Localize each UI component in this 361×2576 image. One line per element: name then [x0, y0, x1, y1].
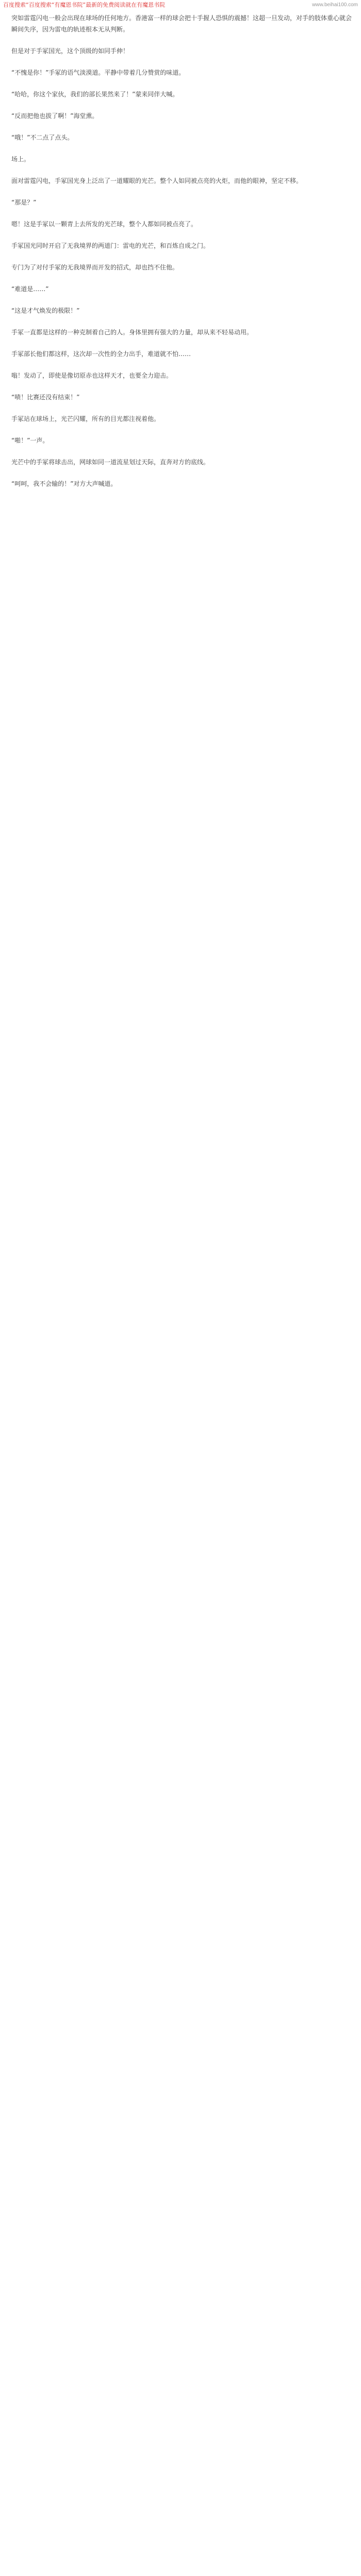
paragraph: 手冢国光同时开启了无我境界的两道门：雷电的光芒，和百炼自成之门。 [11, 242, 210, 249]
paragraph: 场上。 [11, 156, 30, 163]
top-banner [0, 0, 361, 9]
paragraph: “这是才气焕发的极限！” [11, 307, 80, 314]
paragraph: “反而把他也拔了啊！”海堂熏。 [11, 112, 99, 120]
paragraph: “啧！比赛还没有结束！” [11, 394, 80, 401]
paragraph: “啪！”一声。 [11, 437, 49, 444]
paragraph: “难道是……” [11, 285, 49, 293]
paragraph: 但是对于手冢国光，这个顶级的如同手伸！ [11, 47, 129, 55]
top-banner-site: www.beihai100.com [312, 2, 358, 8]
paragraph: 手冢一直都是这样的一种克制着自己的人。身体里拥有强大的力量，却从来不轻易动用。 [11, 329, 253, 336]
paragraph: 手冢站在球场上，光芒闪耀，所有的目光都注视着他。 [11, 415, 160, 422]
paragraph: 突如雷霆闪电一般会出现在球场的任何地方。香港富一样的球会把十手握人恐惧的震撼！这超一旦发动，对手的肢体重心就会瞬间失序，因为雷电的轨迹根本无从判断。 [11, 14, 352, 33]
paragraph: 手冢部长他们都这样，这次却一次性的全力出手，难道就不怕…… [11, 350, 191, 358]
paragraph: 嗡！发动了，即使是像切原赤也这样天才，也要全力迎击。 [11, 372, 173, 379]
top-banner-text: 百度搜索“百度搜索“有魔恩书院”最新的免费阅读就在有魔恩书院 [3, 2, 166, 8]
paragraph: “哈哈，你这个家伙，我们的部长果然来了！”蒙来同伴大喊。 [11, 91, 179, 98]
paragraph: “哦！”不二点了点头。 [11, 134, 74, 141]
paragraph: 面对雷霆闪电，手冢国光身上泛出了一道耀眼的光芒。整个人如同被点亮的火炬，而他的眼神，坚定不移。 [11, 177, 303, 184]
paragraph: “不愧是你！”手冢的语气淡漠道。平静中带着几分赞赏的味道。 [11, 69, 185, 76]
paragraph: “呵呵，我不会输的！”对方大声喊道。 [11, 480, 117, 487]
chapter-content [0, 12, 361, 2576]
paragraph: 嗯！这是手冢以一颗青上去所发的光芒球，整个人都如同被点亮了。 [11, 221, 198, 228]
paragraph: “那是？” [11, 199, 37, 206]
paragraph: 专门为了对付手冢的无我境界而开发的招式，却也挡不住他。 [11, 264, 179, 271]
paragraph: 光芒中的手冢将球击出，网球如同一道流星划过天际，直奔对方的底线。 [11, 459, 210, 466]
